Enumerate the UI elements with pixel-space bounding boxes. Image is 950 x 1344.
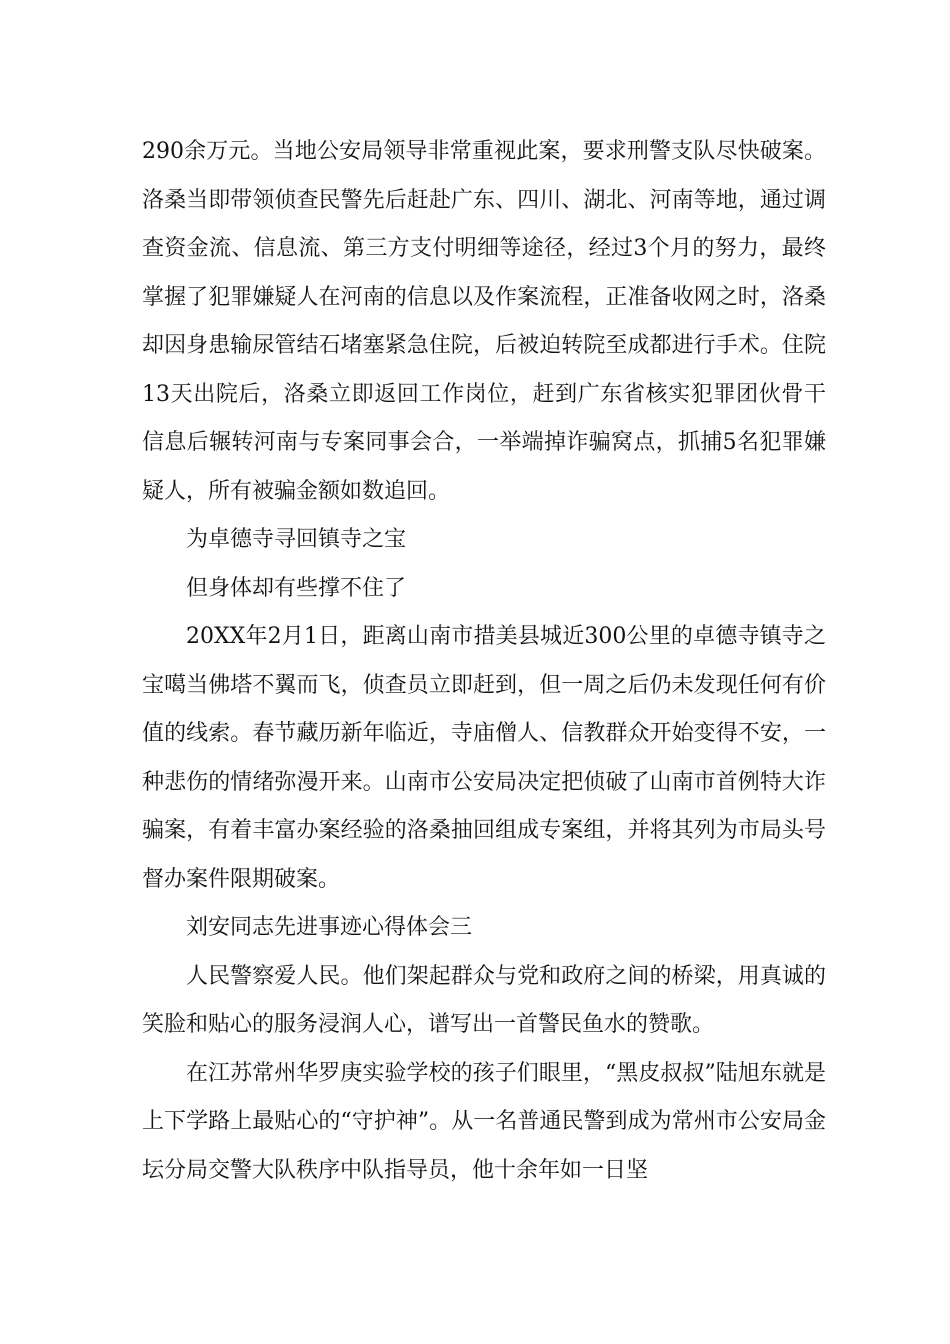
section-heading-reflection-three: 刘安同志先进事迹心得体会三 — [186, 915, 473, 940]
paragraph-stupa-theft: 20XX年2月1日，距离山南市措美县城近300公里的卓德寺镇寺之宝噶当佛塔不翼而飞，侦查员立即赶到，但一周之后仍未发现任何有价值的线索。春节藏历新年临近，寺庙僧人、信教群众开始变得不安，一种悲伤的情绪弥漫开来。山南市公安局决定把侦破了山南市首例特大诈骗案，有着丰富办案经验的洛桑抽回组成专案组，并将其列为市局头号督办案件限期破案。 — [142, 624, 826, 892]
section-heading-zhuode-temple: 为卓德寺寻回镇寺之宝 — [186, 527, 407, 552]
document-body — [142, 128, 826, 1195]
paragraph-police-love-people: 人民警察爱人民。他们架起群众与党和政府之间的桥梁，用真诚的笑脸和贴心的服务浸润人心，谱写出一首警民鱼水的赞歌。 — [142, 963, 826, 1037]
paragraph-case-continuation: 290余万元。当地公安局领导非常重视此案，要求刑警支队尽快破案。洛桑当即带领侦查民警先后赶赴广东、四川、湖北、河南等地，通过调查资金流、信息流、第三方支付明细等途径，经过3个月的努力，最终掌握了犯罪嫌疑人在河南的信息以及作案流程，正准备收网之时，洛桑却因身患输尿管结石堵塞紧急住院，后被迫转院至成都进行手术。住院13天出院后，洛桑立即返回工作岗位，赶到广东省核实犯罪团伙骨干信息后辗转河南与专案同事会合，一举端掉诈骗窝点，抓捕5名犯罪嫌疑人，所有被骗金额如数追回。 — [142, 139, 826, 504]
section-subheading-health: 但身体却有些撑不住了 — [186, 575, 407, 601]
paragraph-lu-xudong: 在江苏常州华罗庚实验学校的孩子们眼里，“黑皮叔叔”陆旭东就是上下学路上最贴心的“守护神”。从一名普通民警到成为常州市公安局金坛分局交警大队秩序中队指导员，他十余年如一日坚 — [142, 1060, 826, 1183]
